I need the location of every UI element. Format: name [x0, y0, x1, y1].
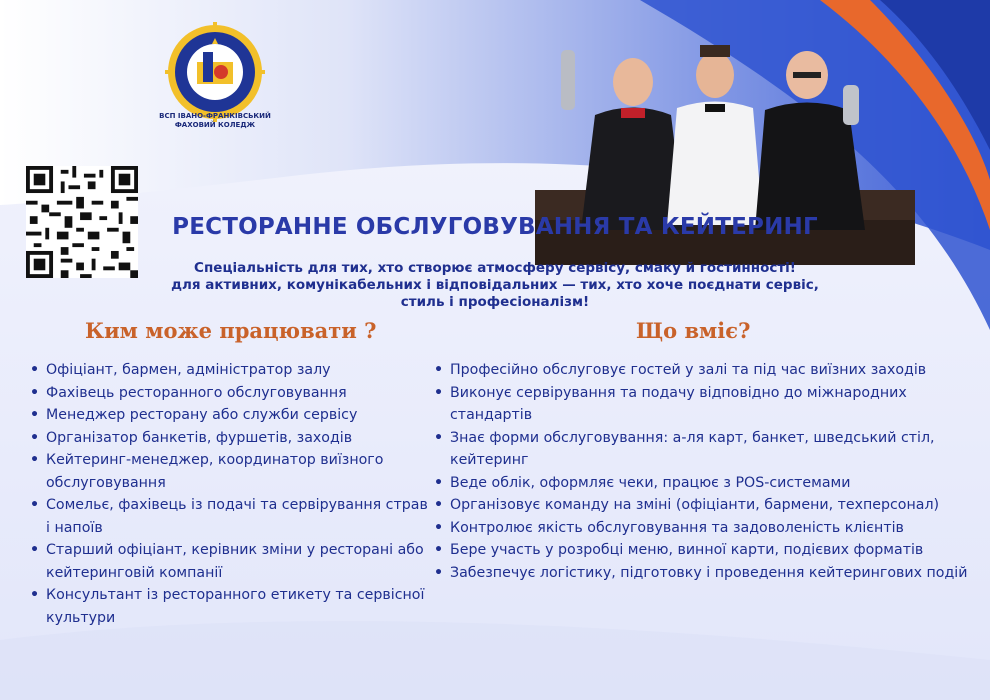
list-item: • Професійно обслуговує гостей у залі та під час виїзних заходів	[432, 359, 977, 382]
page-title: РЕСТОРАННЕ ОБСЛУГОВУВАННЯ ТА КЕЙТЕРИНГ	[172, 214, 818, 240]
logo-caption-line2: ФАХОВИЙ КОЛЕДЖ	[174, 121, 256, 129]
list-item: • Бере участь у розробці меню, винної карти, подієвих форматів	[432, 539, 977, 562]
list-item: • Фахівець ресторанного обслуговування	[28, 382, 428, 405]
skills-list	[432, 359, 977, 584]
list-item: • Контролює якість обслуговування та задоволеність клієнтів	[432, 517, 977, 540]
list-item: • Організатор банкетів, фуршетів, заходів	[28, 427, 428, 450]
list-item: • Виконує сервірування та подачу відповідно до міжнародних стандартів	[432, 382, 977, 427]
list-item: • Забезпечує логістику, підготовку і проведення кейтерингових подій	[432, 562, 977, 585]
list-item: • Офіціант, бармен, адміністратор залу	[28, 359, 428, 382]
careers-heading: Ким може працювати ?	[85, 318, 377, 343]
list-item: • Консультант із ресторанного етикету та сервісної культури	[28, 584, 428, 629]
subtitle	[100, 260, 890, 311]
logo-caption	[150, 112, 280, 130]
subtitle-line2: для активних, комунікабельних і відповідальних — тих, хто хоче поєднати сервіс,	[171, 277, 819, 293]
subtitle-line1: Спеціальність для тих, хто створює атмосферу сервісу, смаку й гостинності!	[194, 260, 796, 276]
list-item: • Організовує команду на зміні (офіціанти, бармени, техперсонал)	[432, 494, 977, 517]
logo-caption-line1: ВСП ІВАНО-ФРАНКІВСЬКИЙ	[159, 112, 271, 120]
list-item: • Знає форми обслуговування: а-ля карт, банкет, шведський стіл, кейтеринг	[432, 427, 977, 472]
subtitle-line3: стиль і професіоналізм!	[400, 294, 590, 310]
list-item: • Старший офіціант, керівник зміни у ресторані або кейтеринговій компанії	[28, 539, 428, 584]
list-item: • Веде облік, оформляє чеки, працює з POS-системами	[432, 472, 977, 495]
list-item: • Кейтеринг-менеджер, координатор виїзного обслуговування	[28, 449, 428, 494]
college-logo	[165, 22, 265, 122]
list-item: • Сомельє, фахівець із подачі та сервірування страв і напоїв	[28, 494, 428, 539]
skills-heading: Що вміє?	[636, 318, 751, 343]
list-item: • Менеджер ресторану або служби сервісу	[28, 404, 428, 427]
careers-list	[28, 359, 428, 629]
